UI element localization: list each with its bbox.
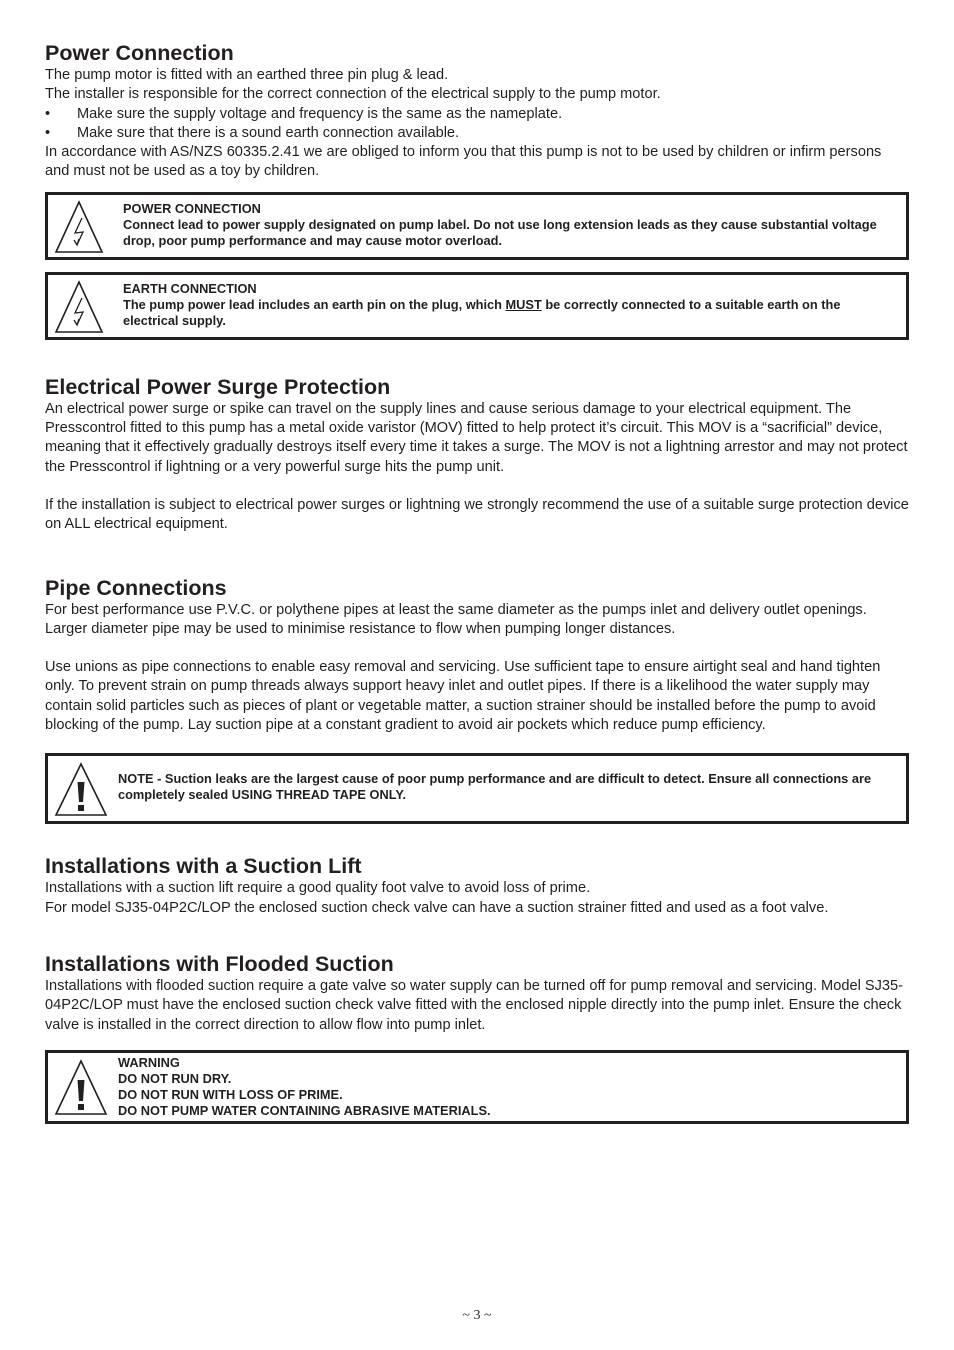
surge-para2: If the installation is subject to electrical power surges or lightning we strongly recommend the use of a suitable surge protection device on ALL electrical equipment. xyxy=(45,496,909,533)
pipe-heading: Pipe Connections xyxy=(45,575,227,600)
warning-line: DO NOT RUN WITH LOSS OF PRIME. xyxy=(118,1086,343,1102)
page-number: ~ 3 ~ xyxy=(462,1308,492,1323)
suction-lift-heading: Installations with a Suction Lift xyxy=(45,854,362,879)
warning-line: DO NOT PUMP WATER CONTAINING ABRASIVE MATERIALS. xyxy=(118,1102,491,1118)
electric-shock-icon xyxy=(53,278,105,340)
power-connection-line3: In accordance with AS/NZS 60335.2.41 we are obliged to inform you that this pump is not to be used by children or infirm persons and must not be used as a toy by children. xyxy=(45,144,882,180)
box-title: EARTH CONNECTION xyxy=(123,280,257,296)
box-text: Connect lead to power supply designated on pump label. Do not use long extension leads as they cause substantial voltage drop, poor pump performance and may cause motor overload. xyxy=(123,216,877,248)
surge-heading: Electrical Power Surge Protection xyxy=(45,374,391,399)
power-connection-line2: The installer is responsible for the correct connection of the electrical supply to the pump motor. xyxy=(45,86,661,103)
box-text: The pump power lead includes an earth pin on the plug, which MUST be correctly connected to a suitable earth on the electrical supply. xyxy=(123,296,841,328)
warning-title: WARNING xyxy=(118,1054,180,1070)
earth-connection-warning-box xyxy=(45,272,909,340)
note-text: NOTE - Suction leaks are the largest cause of poor pump performance and are difficult to detect. Ensure all connections are completely sealed USING THREAD TAPE ONLY. xyxy=(118,771,872,803)
warning-line: DO NOT RUN DRY. xyxy=(118,1070,232,1086)
exclamation-warning-icon xyxy=(53,1057,109,1122)
power-connection-heading: Power Connection xyxy=(45,41,234,65)
run-dry-warning-box xyxy=(45,1050,909,1124)
pipe-para1: For best performance use P.V.C. or polythene pipes at least the same diameter as the pumps inlet and delivery outlet openings. Larger diameter pipe may be used to minimise resistance to flow when pumping longer distances. xyxy=(45,601,867,637)
exclamation-warning-icon xyxy=(53,760,109,823)
box-title: POWER CONNECTION xyxy=(123,200,261,216)
suction-lift-line2: For model SJ35-04P2C/LOP the enclosed suction check valve can have a suction strainer fitted and used as a foot valve. xyxy=(45,899,829,916)
page-content xyxy=(45,40,909,1124)
suction-note-box xyxy=(45,753,909,824)
surge-para1: An electrical power surge or spike can travel on the supply lines and cause serious damage to your electrical equipment. The Presscontrol fitted to this pump has a metal oxide varistor (MOV) fitted to help protect it’s circuit. This MOV is a “sacrificial” device, meaning that it effectively gradually destroys itself every time it takes a surge. The MOV is not a lightning arrestor and may not protect the Presscontrol if lightning or a very powerful surge hits the pump unit. xyxy=(45,400,908,475)
suction-lift-line1: Installations with a suction lift require a good quality foot valve to avoid loss of prime. xyxy=(45,880,591,897)
bullet-item: • Make sure the supply voltage and frequency is the same as the nameplate. xyxy=(45,105,563,122)
power-connection-warning-box xyxy=(45,192,909,260)
power-connection-line1: The pump motor is fitted with an earthed three pin plug & lead. xyxy=(45,67,449,83)
bullet-item: • Make sure that there is a sound earth connection available. xyxy=(45,124,460,141)
flooded-heading: Installations with Flooded Suction xyxy=(45,951,394,976)
electric-shock-icon xyxy=(53,198,105,260)
flooded-para: Installations with flooded suction require a gate valve so water supply can be turned off for pump removal and servicing. Model SJ35-04P2C/LOP must have the enclosed suction check valve fitted with the enclosed nipple directly into the pump inlet. Ensure the check valve is installed in the correct direction to allow flow into pump inlet. xyxy=(45,977,903,1033)
pipe-para2: Use unions as pipe connections to enable easy removal and servicing. Use sufficient tape to ensure airtight seal and hand tighten only. To prevent strain on pump threads always support heavy inlet and outlet pipes. If there is a likelihood the water supply may contain solid particles such as pieces of plant or vegetable matter, a suction strainer should be installed before the pump to avoid blocking of the pump. Lay suction pipe at a constant gradient to avoid air pockets which reduce pump efficiency. xyxy=(45,659,881,734)
